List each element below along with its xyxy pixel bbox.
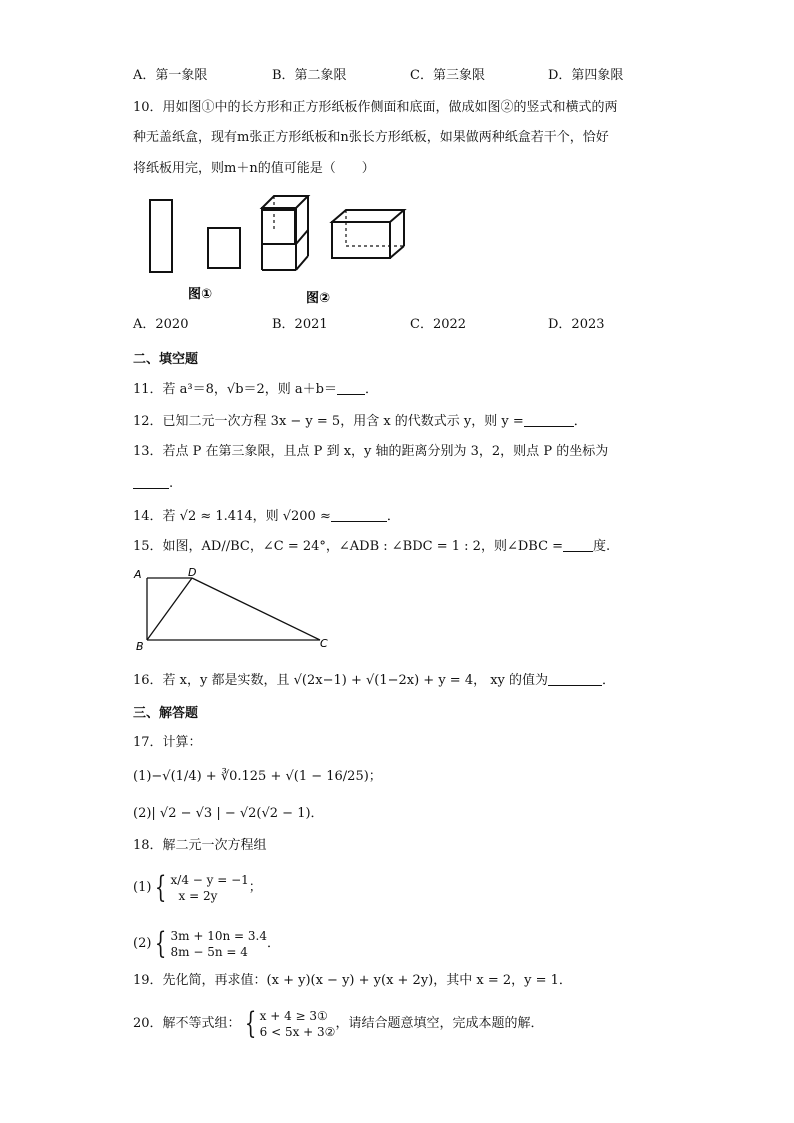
q13-end: . xyxy=(169,476,174,491)
q10-line3: 将纸板用完，则m＋n的值可能是（ ） xyxy=(133,161,375,176)
segment-dc xyxy=(192,578,320,640)
q12-text: 12．已知二元一次方程 3x − y = 5，用含 x 的代数式示 y，则 y = xyxy=(133,414,524,429)
q17-title: 17．计算： xyxy=(133,735,202,750)
q15-text: 15．如图，AD//BC，∠C = 24°，∠ADB : ∠BDC = 1 : 2，则∠DBC = xyxy=(133,539,564,554)
q12-blank xyxy=(524,412,574,427)
label-d: D xyxy=(188,568,197,579)
label-c: C xyxy=(320,637,328,650)
fig1-label: 图① xyxy=(188,287,213,302)
q10-option-d: D．2023 xyxy=(548,317,605,332)
q18-p2-eq2: 8m − 5n = 4 xyxy=(170,945,248,959)
q14-blank xyxy=(331,507,387,522)
q9-option-c: C．第三象限 xyxy=(410,68,485,83)
q16-text: 16．若 x，y 都是实数，且 √(2x−1) + √(1−2x) + y = 4， xy 的值为 xyxy=(133,673,549,688)
q10-line1: 10．用如图①中的长方形和正方形纸板作侧面和底面，做成如图②的竖式和横式的两 xyxy=(133,100,618,115)
q13-line1: 13．若点 P 在第三象限，且点 P 到 x，y 轴的距离分别为 3，2，则点 P 的坐标为 xyxy=(133,444,609,459)
section-answer-title: 三、解答题 xyxy=(133,706,199,721)
q15-blank xyxy=(563,537,593,552)
q18-title: 18．解二元一次方程组 xyxy=(133,838,267,853)
q9-option-b: B．第二象限 xyxy=(272,68,347,83)
q20: 20．解不等式组： { x + 4 ≥ 3① 6 < 5x + 3② ，请结合题意填空，完成本题的解． xyxy=(133,1006,544,1041)
q12: 12．已知二元一次方程 3x − y = 5，用含 x 的代数式示 y，则 y = ． xyxy=(133,414,587,429)
q14: 14．若 √2 ≈ 1.414，则 √200 ≈ ． xyxy=(133,509,400,524)
q18-p2-eq1: 3m + 10n = 3.4 xyxy=(170,929,267,943)
q10-line2: 种无盖纸盒，现有m张正方形纸板和n张长方形纸板，如果做两种纸盒若干个，恰好 xyxy=(133,130,609,145)
fig2-label: 图② xyxy=(306,291,331,306)
fig1-rectangle xyxy=(150,200,172,272)
q16: 16．若 x，y 都是实数，且 √(2x−1) + √(1−2x) + y = 4， xy 的值为 ． xyxy=(133,673,616,688)
label-b: B xyxy=(136,640,144,652)
fig2-vertical-box-tall xyxy=(262,230,308,270)
q14-text: 14．若 √2 ≈ 1.414，则 √200 ≈ xyxy=(133,509,331,524)
q9-option-a: A．第一象限 xyxy=(133,68,208,83)
q16-blank xyxy=(548,671,602,686)
q11-blank xyxy=(337,380,365,395)
q11: 11．若 a³＝8，√b＝2，则 a＋b＝ ． xyxy=(133,382,379,397)
q10-option-c: C．2022 xyxy=(410,317,467,332)
q13-line2 xyxy=(133,474,173,493)
q10-option-a: A．2020 xyxy=(133,317,189,332)
q18-p1-eq2: x = 2y xyxy=(178,889,218,903)
label-a: A xyxy=(134,568,142,581)
section-fill-blank-title: 二、填空题 xyxy=(133,352,199,367)
segment-bd xyxy=(147,578,192,640)
q18-part2: (2) { 3m + 10n = 3.4 8m − 5n = 4 ． xyxy=(133,926,280,961)
q10-figure xyxy=(140,190,420,310)
q20-text: 20．解不等式组： xyxy=(133,1016,241,1031)
q15-unit: 度. xyxy=(593,539,611,554)
q20-eq2: 6 < 5x + 3② xyxy=(259,1025,336,1039)
fig1-square xyxy=(208,228,240,268)
q15-figure xyxy=(130,568,340,652)
q18-part1: (1) { x/4 − y = −1 x = 2y ； xyxy=(133,870,262,905)
q19: 19．先化简，再求值：(x + y)(x − y) + y(x + 2y)，其中 x = 2，y = 1． xyxy=(133,973,572,988)
q9-option-d: D．第四象限 xyxy=(548,68,624,83)
q11-text: 11．若 a³＝8，√b＝2，则 a＋b＝ xyxy=(133,382,337,397)
q15 xyxy=(133,537,610,556)
q10-option-b: B．2021 xyxy=(272,317,328,332)
q20-eq1: x + 4 ≥ 3① xyxy=(259,1009,328,1023)
fig2-vertical-box xyxy=(262,196,308,244)
q17-part2: (2)| √2 − √3 | − √2(√2 − 1)． xyxy=(133,806,324,821)
q17-part1: (1)−√(1/4) + ∛0.125 + √(1 − 16/25)； xyxy=(133,769,382,784)
q13-blank xyxy=(133,474,169,489)
q18-p1-eq1: x/4 − y = −1 xyxy=(170,873,249,887)
fig2-horizontal-box xyxy=(332,210,404,258)
q20-tail: ，请结合题意填空，完成本题的解． xyxy=(335,1016,544,1031)
